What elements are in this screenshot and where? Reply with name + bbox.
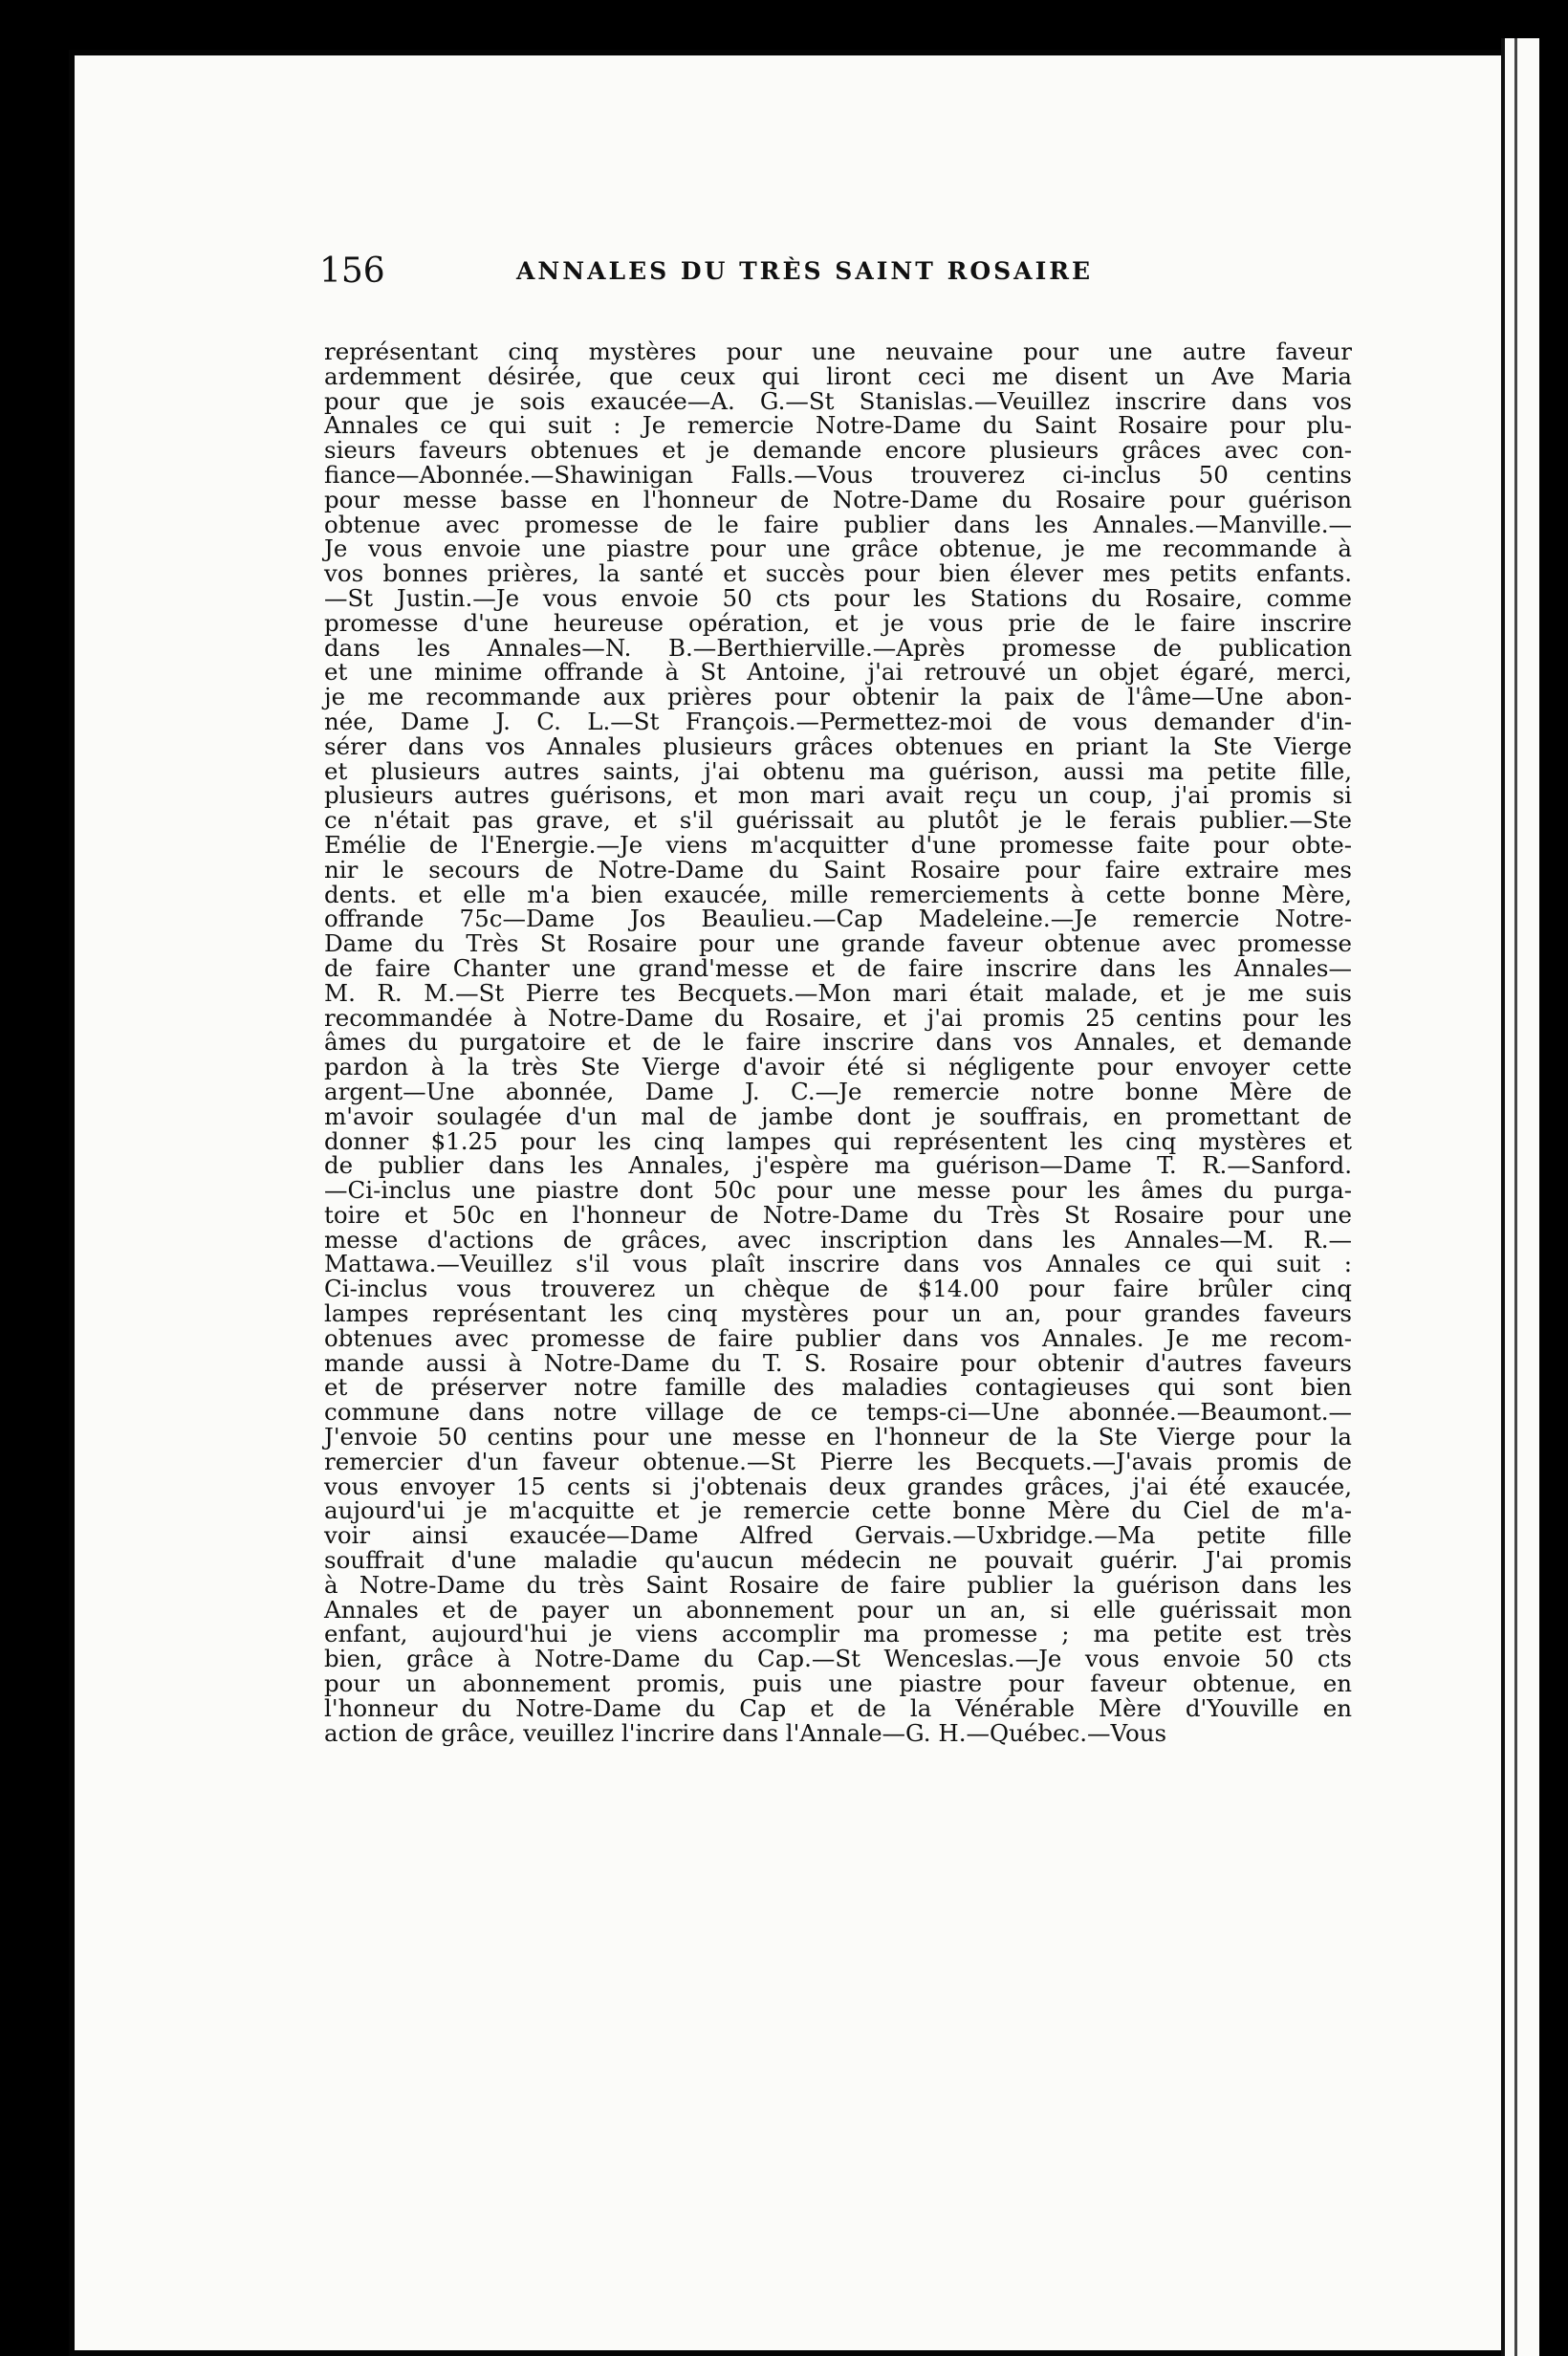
text-line: sérer dans vos Annales plusieurs grâces obtenues en priant la Ste Vierge	[324, 731, 1352, 760]
text-line: nir le secours de Notre-Dame du Saint Rosaire pour faire extraire mes	[324, 855, 1352, 884]
text-line: vos bonnes prières, la santé et succès pour bien élever mes petits enfants.	[324, 559, 1352, 588]
text-line: pour messe basse en l'honneur de Notre-Dame du Rosaire pour guérison	[324, 485, 1352, 513]
text-line: âmes du purgatoire et de le faire inscrire dans vos Annales, et demande	[324, 1028, 1352, 1057]
text-line: dents. et elle m'a bien exaucée, mille remerciements à cette bonne Mère,	[324, 880, 1352, 908]
text-line: et une minime offrande à St Antoine, j'ai retrouvé un objet égaré, merci,	[324, 658, 1352, 687]
page-edge	[1501, 38, 1539, 2356]
text-line: bien, grâce à Notre-Dame du Cap.—St Wenceslas.—Je vous envoie 50 cts	[324, 1645, 1352, 1673]
text-line: ardemment désirée, que ceux qui liront ceci me disent un Ave Maria	[324, 361, 1352, 390]
text-line: souffrait d'une maladie qu'aucun médecin ne pouvait guérir. J'ai promis	[324, 1546, 1352, 1575]
text-line: remercier d'un faveur obtenue.—St Pierre les Becquets.—J'avais promis de	[324, 1447, 1352, 1475]
text-line: je me recommande aux prières pour obtenir la paix de l'âme—Une abon-	[324, 683, 1352, 711]
text-line: ce n'était pas grave, et s'il guérissait au plutôt je le ferais publier.—Ste	[324, 806, 1352, 835]
text-line: sieurs faveurs obtenues et je demande encore plusieurs grâces avec con-	[324, 436, 1352, 465]
text-line: à Notre-Dame du très Saint Rosaire de faire publier la guérison dans les	[324, 1570, 1352, 1599]
text-line: commune dans notre village de ce temps-ci—Une abonnée.—Beaumont.—	[324, 1398, 1352, 1427]
text-line: Emélie de l'Energie.—Je viens m'acquitter d'une promesse faite pour obte-	[324, 830, 1352, 859]
text-line: lampes représentant les cinq mystères pour un an, pour grandes faveurs	[324, 1299, 1352, 1328]
text-line: et de préserver notre famille des maladies contagieuses qui sont bien	[324, 1373, 1352, 1402]
text-line: de publier dans les Annales, j'espère ma guérison—Dame T. R.—Sanford.	[324, 1151, 1352, 1180]
text-line: mande aussi à Notre-Dame du T. S. Rosaire pour obtenir d'autres faveurs	[324, 1348, 1352, 1377]
text-line: Dame du Très St Rosaire pour une grande faveur obtenue avec promesse	[324, 929, 1352, 958]
text-line: donner $1.25 pour les cinq lampes qui représentent les cinq mystères et	[324, 1126, 1352, 1155]
text-line: de faire Chanter une grand'messe et de faire inscrire dans les Annales—	[324, 953, 1352, 982]
text-line: toire et 50c en l'honneur de Notre-Dame du Très St Rosaire pour une	[324, 1200, 1352, 1229]
text-line: pour que je sois exaucée—A. G.—St Stanislas.—Veuillez inscrire dans vos	[324, 386, 1352, 415]
text-line: pardon à la très Ste Vierge d'avoir été si négligente pour envoyer cette	[324, 1053, 1352, 1081]
text-line: obtenue avec promesse de le faire publier dans les Annales.—Manville.—	[324, 510, 1352, 538]
text-line: dans les Annales—N. B.—Berthierville.—Après promesse de publication	[324, 633, 1352, 662]
text-line: messe d'actions de grâces, avec inscription dans les Annales—M. R.—	[324, 1225, 1352, 1254]
text-line: Annales ce qui suit : Je remercie Notre-Dame du Saint Rosaire pour plu-	[324, 411, 1352, 440]
text-line: aujourd'ui je m'acquitte et je remercie cette bonne Mère du Ciel de m'a-	[324, 1496, 1352, 1525]
text-line: pour un abonnement promis, puis une piastre pour faveur obtenue, en	[324, 1669, 1352, 1698]
text-line: action de grâce, veuillez l'incrire dans l'Annale—G. H.—Québec.—Vous	[324, 1718, 1167, 1747]
text-line: M. R. M.—St Pierre tes Becquets.—Mon mari était malade, et je me suis	[324, 978, 1352, 1007]
text-line: représentant cinq mystères pour une neuvaine pour une autre faveur	[324, 338, 1352, 365]
text-line: voir ainsi exaucée—Dame Alfred Gervais.—Uxbridge.—Ma petite fille	[324, 1521, 1352, 1550]
text-line: et plusieurs autres saints, j'ai obtenu ma guérison, aussi ma petite fille,	[324, 756, 1352, 785]
text-line: obtenues avec promesse de faire publier dans vos Annales. Je me recom-	[324, 1323, 1352, 1352]
text-line: J'envoie 50 centins pour une messe en l'honneur de la Ste Vierge pour la	[324, 1423, 1352, 1451]
text-line: fiance—Abonnée.—Shawinigan Falls.—Vous trouverez ci-inclus 50 centins	[324, 460, 1352, 489]
running-title: ANNALES DU TRÈS SAINT ROSAIRE	[516, 257, 1094, 285]
page-number: 156	[319, 251, 385, 291]
text-line: l'honneur du Notre-Dame du Cap et de la Vénérable Mère d'Youville en	[324, 1693, 1352, 1722]
text-line: recommandée à Notre-Dame du Rosaire, et j'ai promis 25 centins pour les	[324, 1003, 1352, 1032]
text-line: enfant, aujourd'hui je viens accomplir ma promesse ; ma petite est très	[324, 1620, 1352, 1648]
text-line: Annales et de payer un abonnement pour un an, si elle guérissait mon	[324, 1595, 1352, 1624]
text-line: offrande 75c—Dame Jos Beaulieu.—Cap Madeleine.—Je remercie Notre-	[324, 905, 1352, 933]
text-line: Je vous envoie une piastre pour une grâce obtenue, je me recommande à	[324, 534, 1352, 563]
text-line: vous envoyer 15 cents si j'obtenais deux grandes grâces, j'ai été exaucée,	[324, 1472, 1352, 1500]
text-line: promesse d'une heureuse opération, et je vous prie de le faire inscrire	[324, 608, 1352, 637]
text-line: —St Justin.—Je vous envoie 50 cts pour les Stations du Rosaire, comme	[324, 583, 1352, 612]
text-line: plusieurs autres guérisons, et mon mari avait reçu un coup, j'ai promis si	[324, 781, 1352, 810]
text-line: —Ci-inclus une piastre dont 50c pour une messe pour les âmes du purga-	[324, 1176, 1352, 1205]
text-line: argent—Une abonnée, Dame J. C.—Je remercie notre bonne Mère de	[324, 1077, 1352, 1105]
body-text	[324, 339, 1352, 1745]
text-line: m'avoir soulagée d'un mal de jambe dont je souffrais, en promettant de	[324, 1102, 1352, 1130]
text-line: née, Dame J. C. L.—St François.—Permettez-moi de vous demander d'in-	[324, 707, 1352, 735]
text-line: Mattawa.—Veuillez s'il vous plaît inscrire dans vos Annales ce qui suit :	[324, 1250, 1352, 1278]
page-header	[319, 251, 1376, 299]
text-line: Ci-inclus vous trouverez un chèque de $14.00 pour faire brûler cinq	[324, 1275, 1352, 1303]
